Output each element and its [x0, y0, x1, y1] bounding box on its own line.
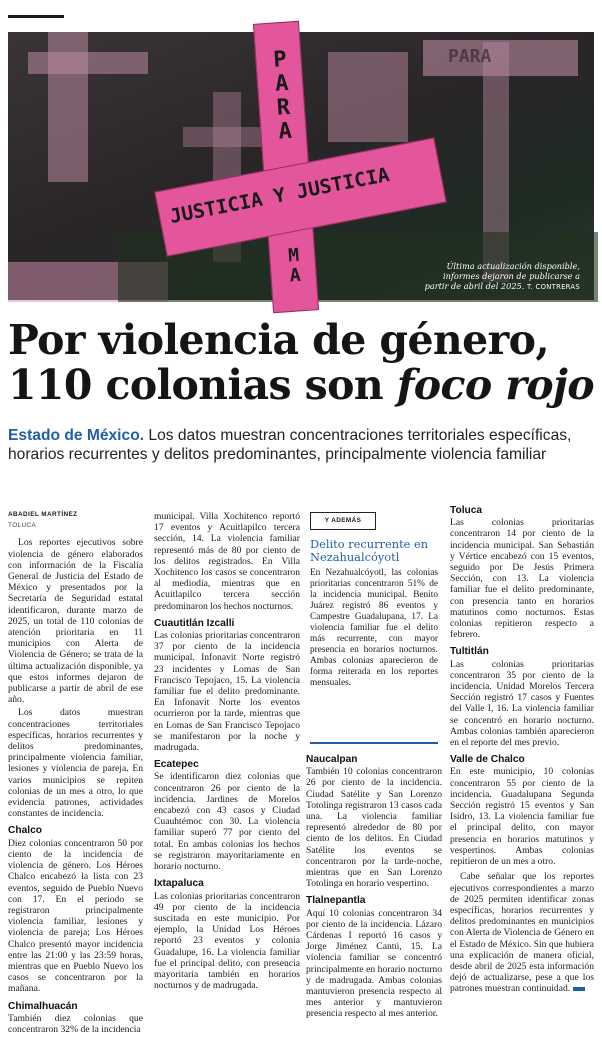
subhead-ixtapaluca: Ixtapaluca — [154, 878, 204, 890]
paragraph: Las colonias prioritarias concentraron 49 por ciento de la incidencia suscitada en este municipio. Por ejemplo, la Unidad Los Héroes reportó 23 eventos y colonia Guadalupe, 16. La violencia familiar fue el principal delito, con presencia mayoritaria también en horarios nocturnos y de madrugada. — [154, 890, 300, 992]
photo-caption — [420, 261, 580, 292]
paragraph: Aquí 10 colonias concentraron 34 por ciento de la incidencia. Lázaro Cárdenas I reportó 16 casos y Jorge Jiménez Cantú, 15. La violencia familiar se concentró principalmente en horario nocturno y de madrugada. Ambas colonias mantuvieron presencia respecto al mes anterior y mantuvieron presencia respecto al mes anterior. — [306, 907, 442, 1020]
sidebar-box — [310, 512, 438, 744]
column-1 — [8, 509, 143, 1037]
paragraph: Las colonias prioritarias concentraron 37 por ciento de la incidencia municipal. Infonavit Norte registró 23 incidentes y Lomas de San Francisco Tepojaco, 15. La violencia familiar fue el delito predominante. En Infonavit Norte los eventos ocurrieron por la tarde, mientras que en Lomas de San Francisco Tepojaco se manifestaron por la noche y madrugada. — [154, 630, 300, 754]
subhead-cuautitlan-izcalli: Cuautitlán Izcalli — [154, 617, 235, 629]
paragraph: municipal. Villa Xochitenco reportó 17 eventos y Acuitlapilco tercera sección, 14. La violencia familiar representó más de 80 por ciento de los delitos registrados. En Villa Xochitenco los casos se concentraron al mediodía, mientras que en Acuitlapilco tercera sección predominaron los hechos nocturnos. — [154, 511, 300, 612]
deck-lead: Estado de México. — [8, 427, 145, 444]
sidebar-body: En Nezahualcóyotl, las colonias prioritarias concentraron 51% de la incidencia municipal. Benito Juárez registró 86 eventos y Campestre Guadalupana, 17. La violencia familiar fue el delito más recurrente, con mayor presencia en horarios nocturnos. Ambas colonias aparecieron de forma reiterada en los reportes mensuales. — [310, 568, 438, 688]
caption-text: Última actualización disponible, informes dejaron de publicarse a partir de abril del 2025. — [424, 261, 580, 291]
column-3 — [306, 748, 442, 1022]
paragraph: Se identificaron diez colonias que concentraron 26 por ciento de la incidencia. Jardines de Morelos encabezó con 43 casos y Ciudad Cuauhtémoc con 30. La violencia familiar superó 77 por ciento del total. En ambas colonias los hechos se registraron mayoritariamente en horario nocturno. — [154, 771, 300, 873]
top-rule — [8, 15, 64, 18]
cross-text-lower: MA — [287, 244, 302, 287]
sidebar-bottom-rule — [310, 742, 438, 744]
background-cross-far-right-arm — [423, 40, 578, 76]
paragraph: Los datos muestran concentraciones territoriales específicas, horarios recurrentes y delitos predominantes, principalmente violencia familiar, lesiones y violencia de pareja. En varios municipios se repiten colonias de un mes a otro, lo que evidencia patrones, actividades constantes de incidencia. — [8, 707, 143, 820]
column-2 — [154, 511, 300, 993]
deck-text: Los datos muestran concentraciones territoriales específicas, horarios recurrentes y delitos predominantes, principalmente violencia familiar — [8, 427, 572, 463]
subhead-toluca: Toluca — [450, 505, 483, 516]
paragraph: Las colonias prioritarias concentraron 35 por ciento de la incidencia. Unidad Morelos Tercera Sección registró 17 casos y Fuentes del Valle I, 16. La violencia familiar se concentró en horario nocturno. Ambas colonias también aparecieron en el reporte del mes previo. — [450, 658, 594, 749]
subhead-tultitlan: Tultitlán — [450, 646, 489, 658]
headline-line-1: Por violencia de género, — [8, 316, 550, 364]
paragraph: También diez colonias que concentraron 32% de la incidencia — [8, 1012, 143, 1035]
byline-city: TOLUCA — [8, 522, 37, 530]
sidebar-title: Delito recurrente en Nezahualcóyotl — [310, 537, 429, 564]
subhead-valle-de-chalco: Valle de Chalco — [450, 754, 525, 766]
headline — [8, 318, 598, 408]
lead-photo — [8, 32, 594, 300]
background-cross-mid-arm — [183, 127, 268, 147]
subhead-tlalnepantla: Tlalnepantla — [306, 895, 366, 907]
closing-paragraph — [450, 871, 594, 994]
headline-line-2 — [8, 363, 598, 408]
headline-line-2-italic: foco rojo — [396, 361, 595, 409]
headline-line-2-plain: 110 colonias son — [8, 361, 397, 409]
paragraph: Los reportes ejecutivos sobre violencia de género elaborados con información de la Fiscalía General de Justicia del Estado de México y presentados por la Secretaría de Seguridad estatal identificaron, durante marzo de 2025, un total de 110 colonias de atención prioritaria en 11 municipios con Alerta de Violencia de Género; se trata de la última actualización disponible, ya que estos informes dejaron de publicarse a partir de abril de ese año. — [8, 537, 143, 706]
photo-credit: T. CONTRERAS — [526, 283, 580, 291]
cross-text-para: PARA — [272, 46, 293, 145]
background-cross-text: PARA — [448, 46, 492, 67]
column-4 — [450, 505, 594, 997]
closing-text: Cabe señalar que los reportes ejecutivos correspondientes a marzo de 2025 permiten identificar zonas específicas, horarios recurrentes y delitos predominantes en municipios con Alerta de Violencia de Género en el Estado de México. Sin que hubiera una explicación de manera oficial, desde abril de 2025 esta información dejó de actualizarse, pese a que los patrones muestran continuidad. — [450, 871, 594, 995]
subhead-naucalpan: Naucalpan — [306, 754, 358, 765]
paragraph: En este municipio, 10 colonias concentraron 55 por ciento de la incidencia. Guadalupana Segunda Sección registró 15 eventos y San Isidro, 13. La violencia familiar fue el principal delito, con mayor presencia en horarios matutinos y vespertinos. Ambas colonias repitieron de un mes a otro. — [450, 766, 594, 868]
byline-author: ABADIEL MARTÍNEZ — [8, 511, 78, 518]
paragraph: Las colonias prioritarias concentraron 14 por ciento de la incidencia municipal. San Sebastián y Vértice encabezó con 15 eventos, seguido por De Jesús Primera Sección, con 13. La violencia familiar fue el delito predominante, con presencia tanto en horarios matutinos como nocturnos. Estas colonias repitieron respecto a febrero. — [450, 517, 594, 641]
sidebar-label: Y ADEMÁS — [310, 512, 376, 530]
subhead-chalco: Chalco — [8, 825, 42, 837]
background-cross-left-arm — [28, 52, 148, 74]
background-cross-right — [328, 52, 408, 142]
paragraph: Diez colonias concentraron 50 por ciento de la incidencia de violencia de género. Los Héroes Chalco encabezó la lista con 23 eventos, seguido de Pueblo Nuevo con 17. En el periodo se registraron principalmente violencia familiar, lesiones y violencia de pareja; Los Héroes Chalco presentó mayor incidencia entre las 21:00 y las 23:59 horas, mientras que en Pueblo Nuevo los casos se concentraron por la mañana. — [8, 837, 143, 995]
deck — [8, 427, 596, 464]
subhead-ecatepec: Ecatepec — [154, 759, 199, 771]
cross-text-justicia: JUSTICIA Y JUSTICIA — [167, 162, 392, 229]
subhead-chimalhuacan: Chimalhuacán — [8, 1000, 78, 1012]
paragraph: También 10 colonias concentraron 26 por ciento de la incidencia. Ciudad Satélite y San Lorenzo Totolinga registraron 13 casos cada una. La violencia familiar representó alrededor de 80 por ciento de los delitos. En Ciudad Satélite los eventos se concentraron por la tarde-noche, mientras que en San Lorenzo Totolinga en horario vespertino. — [306, 766, 442, 890]
end-mark-icon — [573, 987, 585, 991]
